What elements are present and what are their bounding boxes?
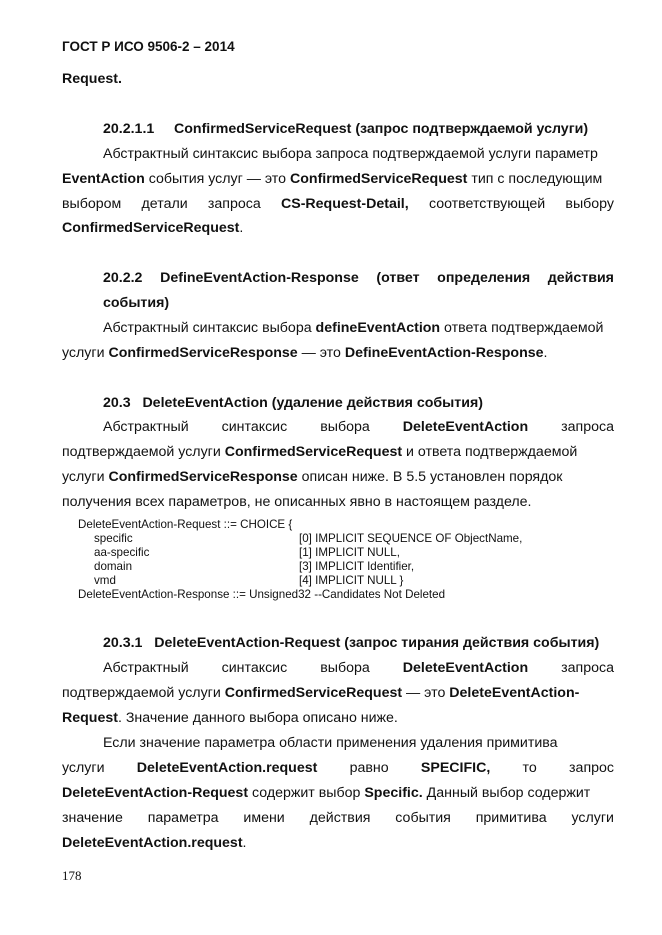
term: DefineEventAction-Response [344, 345, 544, 361]
text-run: услуги [62, 345, 109, 361]
word: события [395, 810, 451, 826]
word: (ответ [376, 270, 420, 286]
asn-line: DeleteEventAction-Response ::= Unsigned32 --Candidates Not Deleted [78, 588, 446, 601]
term: EventAction [62, 171, 145, 187]
paragraph-line [62, 834, 247, 852]
term: DeleteEventAction.request [62, 835, 243, 851]
text-run: . Значение данного выбора описано ниже. [117, 710, 398, 726]
text-run: тип с последующим [467, 171, 603, 187]
word: выбором [62, 196, 122, 212]
term: ConfirmedServiceRequest [289, 171, 468, 187]
text-run: подтверждаемой услуги [62, 444, 225, 460]
asn-field-type: [1] IMPLICIT NULL, [299, 546, 400, 559]
section-heading-20-3-1: 20.3.1 DeleteEventAction-Request (запрос тирания действия события) [103, 635, 600, 651]
paragraph-line [62, 344, 547, 362]
term: Specific. [364, 785, 423, 801]
paragraph-line [103, 418, 614, 436]
term: DeleteEventAction-Request [62, 785, 249, 801]
word: запроса [561, 660, 614, 676]
asn-field-name: specific [94, 532, 133, 545]
term: defineEventAction [315, 320, 441, 336]
text-run: услуги [62, 469, 109, 485]
asn-field-name: vmd [94, 574, 116, 587]
paragraph-line: получения всех параметров, не описанных явно в настоящем разделе. [62, 494, 532, 510]
word: детали [141, 196, 188, 212]
paragraph-line [62, 784, 590, 802]
paragraph-line [62, 809, 614, 827]
term: DeleteEventAction.request [136, 760, 318, 776]
paragraph-line [62, 170, 602, 188]
paragraph-line [62, 468, 562, 486]
page-number: 178 [62, 868, 82, 883]
text-run: Абстрактный синтаксис выбора [103, 320, 316, 336]
text-run: и ответа подтверждаемой [402, 444, 578, 460]
word: то [522, 760, 537, 776]
word: синтаксис [221, 419, 288, 435]
word: запрос [569, 760, 614, 776]
paragraph-line [62, 684, 579, 702]
text-run: содержит выбор [248, 785, 365, 801]
word: действия [547, 270, 614, 286]
asn-field-type: [3] IMPLICIT Identifier, [299, 560, 415, 573]
paragraph-line [62, 443, 577, 461]
text-run: . [543, 345, 548, 361]
word: услуги [571, 810, 614, 826]
word: определения [437, 270, 531, 286]
word: равно [349, 760, 389, 776]
section-heading-continued: события) [103, 295, 170, 311]
text-run: Абстрактный синтаксис выбора запроса подтверждаемой услуги параметр [103, 146, 598, 162]
term: ConfirmedServiceResponse [108, 469, 298, 485]
continued-text: Request. [62, 71, 122, 87]
paragraph-line [62, 219, 243, 237]
section-heading-20-2-1-1: 20.2.1.1 ConfirmedServiceRequest (запрос подтверждаемой услуги) [103, 121, 589, 137]
word: значение [62, 810, 123, 826]
word: DefineEventAction-Response [160, 270, 359, 286]
asn-field-name: aa-specific [94, 546, 150, 559]
paragraph-line [103, 145, 614, 163]
word: действия [309, 810, 371, 826]
text-run: . [242, 835, 247, 851]
paragraph-line [62, 759, 614, 777]
word: Абстрактный [103, 660, 189, 676]
word: соответствующей [428, 196, 546, 212]
document-header: ГОСТ Р ИСО 9506-2 – 2014 [62, 39, 235, 54]
text-run: подтверждаемой услуги [62, 685, 225, 701]
paragraph-line [62, 709, 398, 727]
term: DeleteEventAction- [449, 685, 580, 701]
term: DeleteEventAction [402, 660, 529, 676]
text-run: описан ниже. В 5.5 установлен порядок [297, 469, 563, 485]
word: запроса [561, 419, 614, 435]
term: ConfirmedServiceRequest [224, 685, 403, 701]
word: параметра [147, 810, 219, 826]
asn-field-type: [0] IMPLICIT SEQUENCE OF ObjectName, [299, 532, 523, 545]
text-run: события услуг — это [144, 171, 290, 187]
text-run: . [239, 220, 244, 236]
word: выбора [320, 660, 370, 676]
asn-field-name: domain [94, 560, 133, 573]
asn-field-type: [4] IMPLICIT NULL } [299, 574, 404, 587]
word: запроса [207, 196, 261, 212]
section-heading-20-3: 20.3 DeleteEventAction (удаление действия события) [103, 395, 483, 411]
paragraph-line [103, 734, 614, 752]
text-run: ответа подтверждаемой [440, 320, 604, 336]
word: синтаксис [221, 660, 288, 676]
word: выбора [320, 419, 370, 435]
word: выбору [565, 196, 614, 212]
word: примитива [475, 810, 547, 826]
term: SPECIFIC, [420, 760, 491, 776]
term: CS-Request-Detail, [280, 196, 409, 212]
paragraph-line [103, 319, 603, 337]
paragraph-line [103, 659, 614, 677]
term: ConfirmedServiceResponse [108, 345, 298, 361]
text-run: Данный выбор содержит [422, 785, 591, 801]
asn-line: DeleteEventAction-Request ::= CHOICE { [78, 518, 293, 531]
word: 20.2.2 [103, 270, 143, 286]
text-run: — это [297, 345, 345, 361]
text-run: Если значение параметра области применения удаления примитива [103, 735, 558, 751]
term: ConfirmedServiceRequest [224, 444, 403, 460]
word: Абстрактный [103, 419, 189, 435]
text-run: — это [402, 685, 450, 701]
term: DeleteEventAction [402, 419, 529, 435]
section-heading-20-2-2 [103, 269, 614, 287]
word: услуги [62, 760, 105, 776]
term: ConfirmedServiceRequest [62, 220, 240, 236]
term: Request [62, 710, 118, 726]
paragraph-line [62, 195, 614, 213]
word: имени [243, 810, 285, 826]
